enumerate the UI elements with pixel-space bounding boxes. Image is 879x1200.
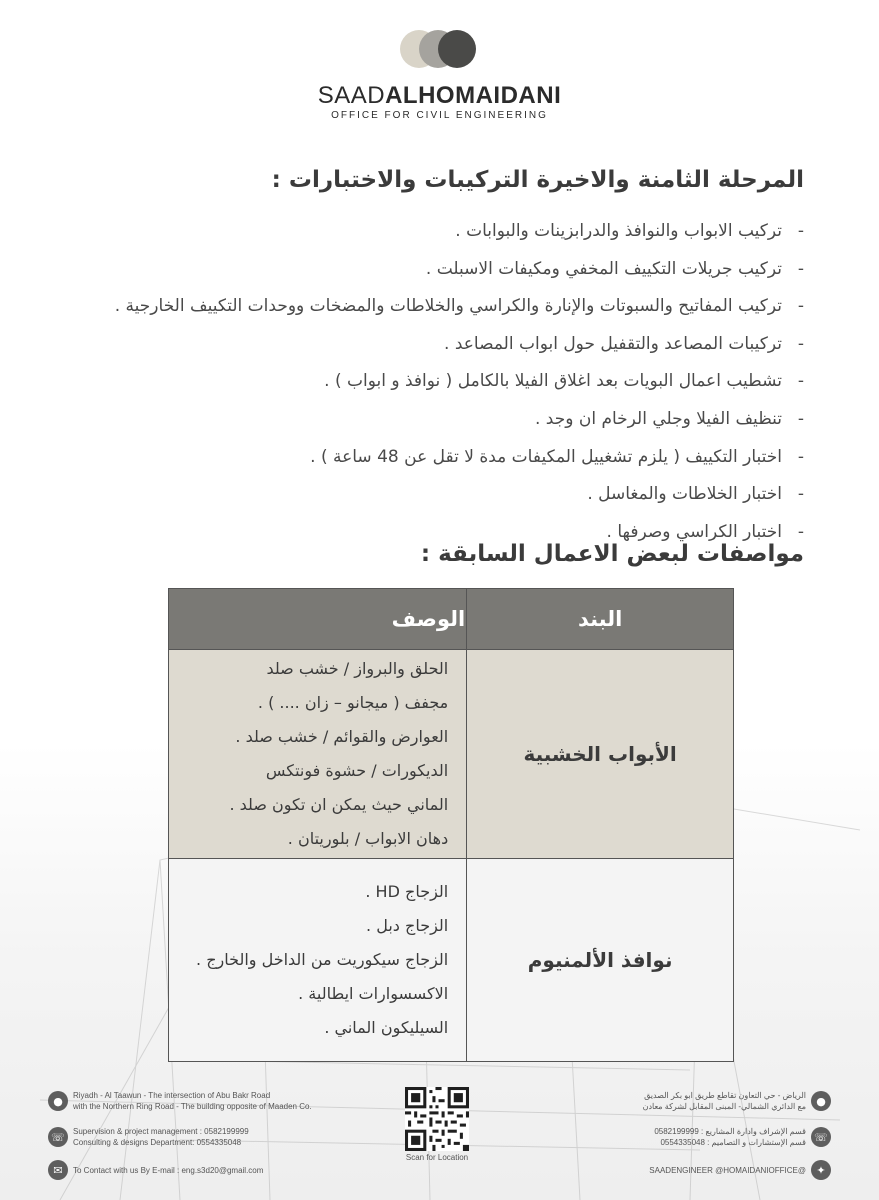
location-qr-code[interactable] — [405, 1087, 469, 1175]
description-line: الزجاج سيكوريت من الداخل والخارج . — [196, 950, 449, 969]
header-description: الوصف — [169, 589, 467, 650]
description-line: العوارض والقوائم / خشب صلد . — [235, 727, 449, 746]
phone-icon: ☏ — [48, 1127, 68, 1147]
list-item: -تركيب الابواب والنوافذ والدرابزينات والبوابات . — [455, 221, 804, 241]
phone-icon: ☏ — [811, 1127, 831, 1147]
logo-circles-icon — [400, 30, 480, 70]
list-item: -تنظيف الفيلا وجلي الرخام ان وجد . — [535, 408, 804, 429]
row-description — [169, 650, 467, 859]
list-item: -تركيب المفاتيح والسبوتات والإنارة والكراسي والخلاطات والمضخات ووحدات التكييف الخارجية . — [114, 296, 804, 317]
section-heading-specifications: مواصفات لبعض الاعمال السابقة : — [420, 541, 804, 567]
footer-address-en: ● Riyadh - Al Taawun - The intersection of Abu Bakr Road with the Northern Ring Road - The building opposite of Maaden Co. — [48, 1090, 312, 1112]
final-stage-list — [64, 220, 804, 558]
company-name-bold: ALHOMAIDANI — [385, 82, 562, 109]
location-pin-icon: ● — [48, 1091, 68, 1111]
footer-email: ✉ To Contact with us By E-mail : eng.s3d20@gmail.com — [48, 1160, 263, 1180]
table-row — [169, 859, 734, 1062]
mail-icon: ✉ — [48, 1160, 68, 1180]
section-heading-final-stage: المرحلة الثامنة والاخيرة التركيبات والاختبارات : — [271, 167, 804, 193]
specifications-table — [168, 588, 734, 1062]
list-item: -اختبار التكييف ( يلزم تشغييل المكيفات مدة لا تقل عن 48 ساعة ) . — [310, 446, 804, 467]
table-header-row — [169, 589, 734, 650]
row-item-wooden-doors: الأبواب الخشبية — [467, 650, 734, 859]
list-item: -اختبار الكراسي وصرفها . — [606, 521, 804, 542]
footer-phones-ar: ☏ قسم الإشراف وادارة المشاريع : 0582199999 قسم الإستشارات و التصاميم : 0554335048 — [654, 1126, 831, 1148]
description-line: الاكسسوارات ايطالية . — [298, 984, 449, 1003]
row-description — [169, 859, 467, 1062]
company-logo — [0, 30, 879, 121]
footer-address-ar: ● الرياض - حي التعاون تقاطع طريق ابو بكر الصديق مع الدائري الشمالي- المبنى المقابل لشركة معادن — [643, 1090, 831, 1112]
company-name-light: SAAD — [317, 82, 386, 109]
description-line: مجفف ( ميجانو – زان .... ) . — [257, 693, 449, 712]
list-item: -اختبار الخلاطات والمغاسل . — [587, 484, 804, 505]
list-item: -تركيبات المصاعد والتقفيل حول ابواب المصاعد . — [444, 333, 804, 354]
description-line: الديكورات / حشوة فونتكس — [265, 761, 449, 780]
row-item-aluminum-windows: نوافذ الألمنيوم — [467, 859, 734, 1062]
footer-phones-en: ☏ Supervision & project management : 0582199999 Consulting & designs Department: 0554335048 — [48, 1126, 249, 1148]
list-item: -تركيب جريلات التكييف المخفي ومكيفات الاسبلت . — [425, 258, 804, 279]
description-line: الزجاج HD . — [365, 882, 449, 901]
qr-code-icon — [405, 1087, 469, 1151]
description-line: السيليكون الماني . — [324, 1018, 449, 1037]
description-line: الحلق والبرواز / خشب صلد — [266, 659, 449, 678]
table-row — [169, 650, 734, 859]
description-line: الزجاج دبل . — [366, 916, 449, 935]
qr-caption: Scan for Location — [405, 1153, 469, 1162]
location-pin-icon: ● — [811, 1091, 831, 1111]
twitter-icon: ✦ — [811, 1160, 831, 1180]
list-item: -تشطيب اعمال البويات بعد اغلاق الفيلا بالكامل ( نوافذ و ابواب ) . — [324, 371, 804, 392]
header-item: البند — [467, 589, 734, 650]
company-subtitle: OFFICE FOR CIVIL ENGINEERING — [331, 110, 548, 121]
footer-social: ✦ @SAADENGINEER @HOMAIDANIOFFICE — [649, 1160, 831, 1180]
company-name — [0, 82, 879, 110]
description-line: الماني حيث يمكن ان تكون صلد . — [229, 795, 449, 814]
description-line: دهان الابواب / بلوريتان . — [287, 829, 449, 848]
